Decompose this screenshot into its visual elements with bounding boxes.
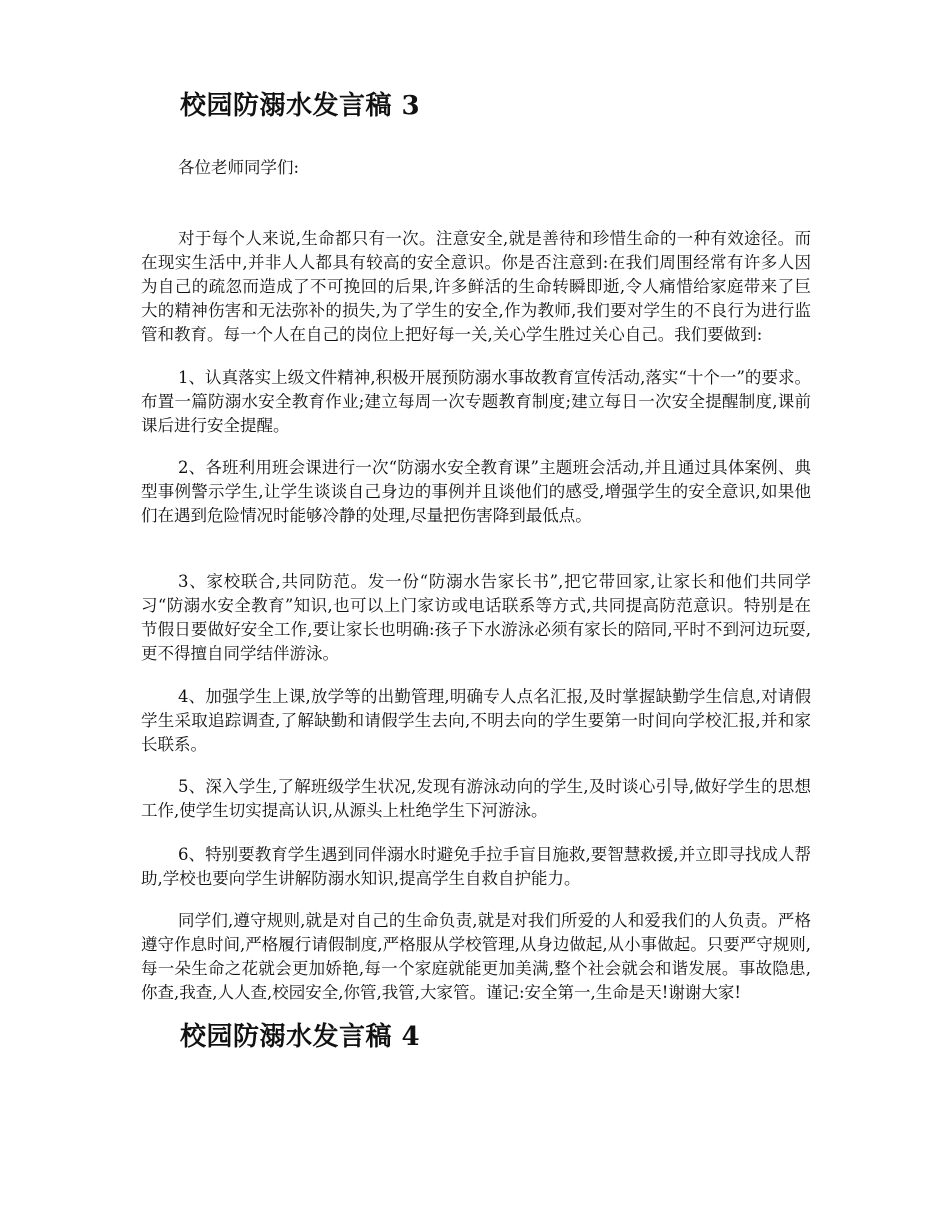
list-item-3: 3、家校联合,共同防范。发一份“防溺水告家长书”,把它带回家,让家长和他们共同学习“防溺水安全教育”知识,也可以上门家访或电话联系等方式,共同提高防范意识。特别是在节假日要做好安全工作,要让家长也明确:孩子下水游泳必须有家长的陪同,平时不到河边玩耍,更不得擅自同学结伴游泳。 bbox=[141, 572, 811, 663]
list-item-2: 2、各班利用班会课进行一次“防溺水安全教育课”主题班会活动,并且通过具体案例、典型事例警示学生,让学生谈谈自己身边的事例并且谈他们的感受,增强学生的安全意识,如果他们在遇到危险情况时能够冷静的处理,尽量把伤害降到最低点。 bbox=[141, 458, 811, 525]
list-item-1: 1、认真落实上级文件精神,积极开展预防溺水事故教育宣传活动,落实“十个一”的要求。布置一篇防溺水安全教育作业;建立每周一次专题教育制度;建立每日一次安全提醒制度,课前课后进行安全提醒。 bbox=[141, 368, 811, 435]
section-title-3: 校园防溺水发言稿 3 bbox=[180, 91, 421, 121]
list-item-5: 5、深入学生,了解班级学生状况,发现有游泳动向的学生,及时谈心引导,做好学生的思想工作,使学生切实提高认识,从源头上杜绝学生下河游泳。 bbox=[141, 777, 811, 820]
greeting-line: 各位老师同学们: bbox=[178, 158, 300, 177]
closing-paragraph: 同学们,遵守规则,就是对自己的生命负责,就是对我们所爱的人和爱我们的人负责。严格遵守作息时间,严格履行请假制度,严格服从学校管理,从身边做起,从小事做起。只要严守规则,每一朵生命之花就会更加娇艳,每一个家庭就能更加美满,整个社会就会和谐发展。事故隐患,你查,我查,人人查,校园安全,你管,我管,大家管。谨记:安全第一,生命是天!谢谢大家! bbox=[141, 911, 811, 1002]
list-item-4: 4、加强学生上课,放学等的出勤管理,明确专人点名汇报,及时掌握缺勤学生信息,对请假学生采取追踪调查,了解缺勤和请假学生去向,不明去向的学生要第一时间向学校汇报,并和家长联系。 bbox=[141, 687, 811, 754]
list-item-6: 6、特别要教育学生遇到同伴溺水时避免手拉手盲目施救,要智慧救援,并立即寻找成人帮助,学校也要向学生讲解防溺水知识,提高学生自救自护能力。 bbox=[141, 845, 811, 888]
section-title-4: 校园防溺水发言稿 4 bbox=[180, 1022, 421, 1052]
intro-paragraph: 对于每个人来说,生命都只有一次。注意安全,就是善待和珍惜生命的一种有效途径。而在现实生活中,并非人人都具有较高的安全意识。你是否注意到:在我们周围经常有许多人因为自己的疏忽而造成了不可挽回的后果,许多鲜活的生命转瞬即逝,令人痛惜给家庭带来了巨大的精神伤害和无法弥补的损失,为了学生的安全,作为教师,我们要对学生的不良行为进行监管和教育。每一个人在自己的岗位上把好每一关,关心学生胜过关心自己。我们要做到: bbox=[141, 229, 811, 344]
